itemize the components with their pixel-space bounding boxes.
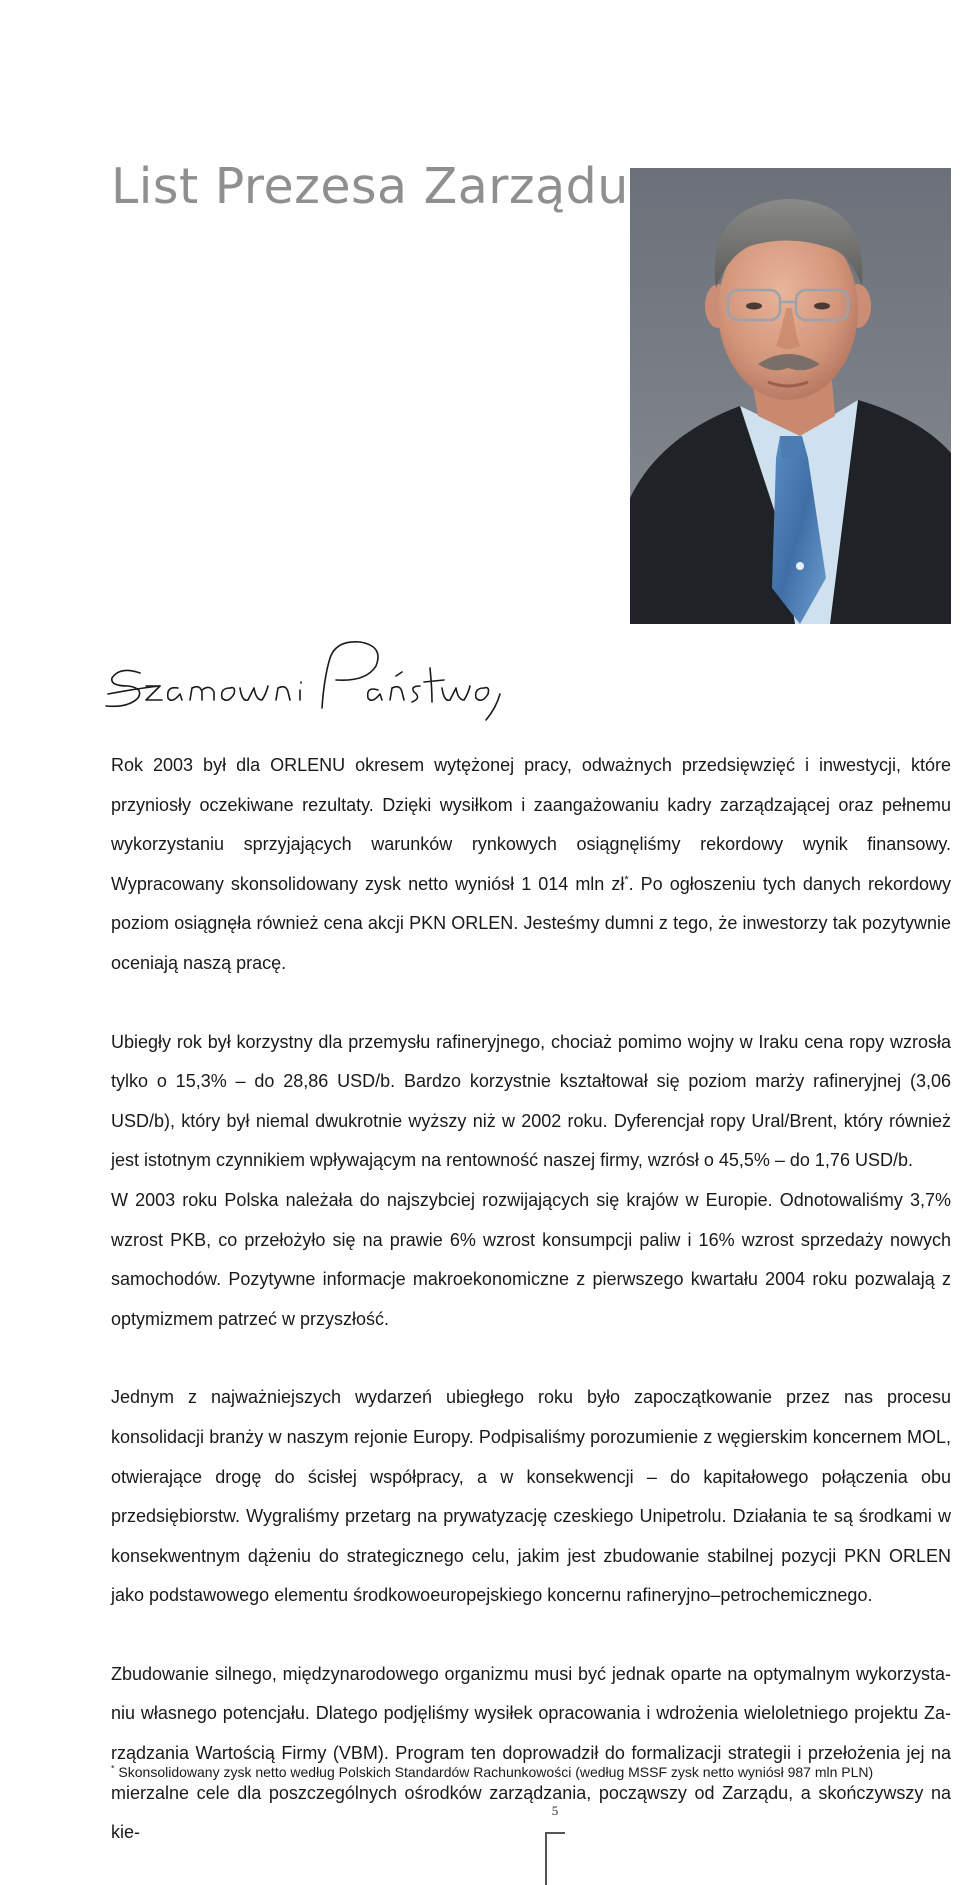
salutation-signature [100, 628, 540, 728]
portrait-photo [630, 168, 951, 624]
footnote-text: Skonsolidowany zysk netto według Polskich Standardów Rachunkowości (według MSSF zysk netto wyniósł 987 mln PLN) [114, 1764, 874, 1780]
letter-body [111, 746, 951, 1853]
page-corner-mark [545, 1832, 565, 1885]
paragraph-3: W 2003 roku Polska należała do najszybciej rozwijających się krajów w Europie. Odnotowaliśmy 3,7% wzrost PKB, co przełożyło się na prawie 6% wzrost konsumpcji paliw i 16% wzrost sprzedaży nowych samochodów. Pozytywne informacje makroekonomiczne z pierwszego kwartału 2004 roku pozwalają z optymizmem patrzeć w przyszłość. [111, 1189, 951, 1329]
page-number: 5 [551, 1803, 559, 1818]
footnote-reference: * [624, 873, 629, 886]
paragraph-2: Ubiegły rok był korzystny dla przemysłu rafineryjnego, chociaż pomimo wojny w Iraku cena ropy wzrosła tylko o 15,3% – do 28,86 USD/b. Bardzo korzystnie kształtował się poziom marży rafineryjnej (3,06 USD/b), który był niemal dwukrotnie wyższy niż w 2002 roku. Dyferencjał ropy Ural/Brent, który również jest istotnym czynnikiem wpływającym na rentowność naszej firmy, wzrósł o 45,5% – do 1,76 USD/b. [111, 1031, 951, 1171]
paragraph-4: Jednym z najważniejszych wydarzeń ubiegłego roku było zapoczątkowanie przez nas procesu konsolidacji branży w naszym rejonie Europy. Podpisaliśmy porozumienie z węgierskim koncernem MOL, otwierające drogę do ścisłej współpracy, a w konsekwencji – do kapitałowego połączenia obu przedsiębiorstw. Wygraliśmy przetarg na prywatyzację czeskiego Unipetrolu. Działania te są środkami w konsekwentnym dążeniu do strategicznego celu, jakim jest zbudowanie stabilnej pozycji PKN ORLEN jako podstawowego elementu środkowoeuropejskiego koncernu rafineryjno–petrochemicznego. [111, 1387, 951, 1606]
footnote [111, 1762, 951, 1782]
paragraph-5: Zbudowanie silnego, międzynarodowego organizmu musi być jednak oparte na optymalnym wykorzystaniu własnego potencjału. Dlatego podjęliśmy wysiłek opracowania i wdrożenia wieloletniego projektu Zarządzania Wartością Firmy (VBM). Program ten doprowadził do formalizacji strategii i przełożenia jej na mierzalne cele dla poszczególnych ośrodków zarządzania, począwszy od Zarządu, a skończywszy na kie- [111, 1663, 951, 1843]
page-title: List Prezesa Zarządu [111, 158, 629, 215]
paragraph-1: Rok 2003 był dla ORLENU okresem wytężonej pracy, odważnych przedsięwzięć i inwestycji, które przyniosły oczekiwane rezultaty. Dzięki wysiłkom i zaangażowaniu kadry zarządzającej oraz pełnemu wykorzystaniu sprzyjających warunków rynkowych osiągnęliśmy rekordowy wynik finansowy. Wypracowany skonsolidowany zysk netto wyniósł 1 014 mln zł*. Po ogłoszeniu tych danych rekordowy poziom osiągnęła również cena akcji PKN ORLEN. Jesteśmy dumni z tego, że inwestorzy tak pozytywnie oceniają naszą pracę. [111, 755, 951, 973]
footnote-marker: * [111, 1763, 115, 1774]
